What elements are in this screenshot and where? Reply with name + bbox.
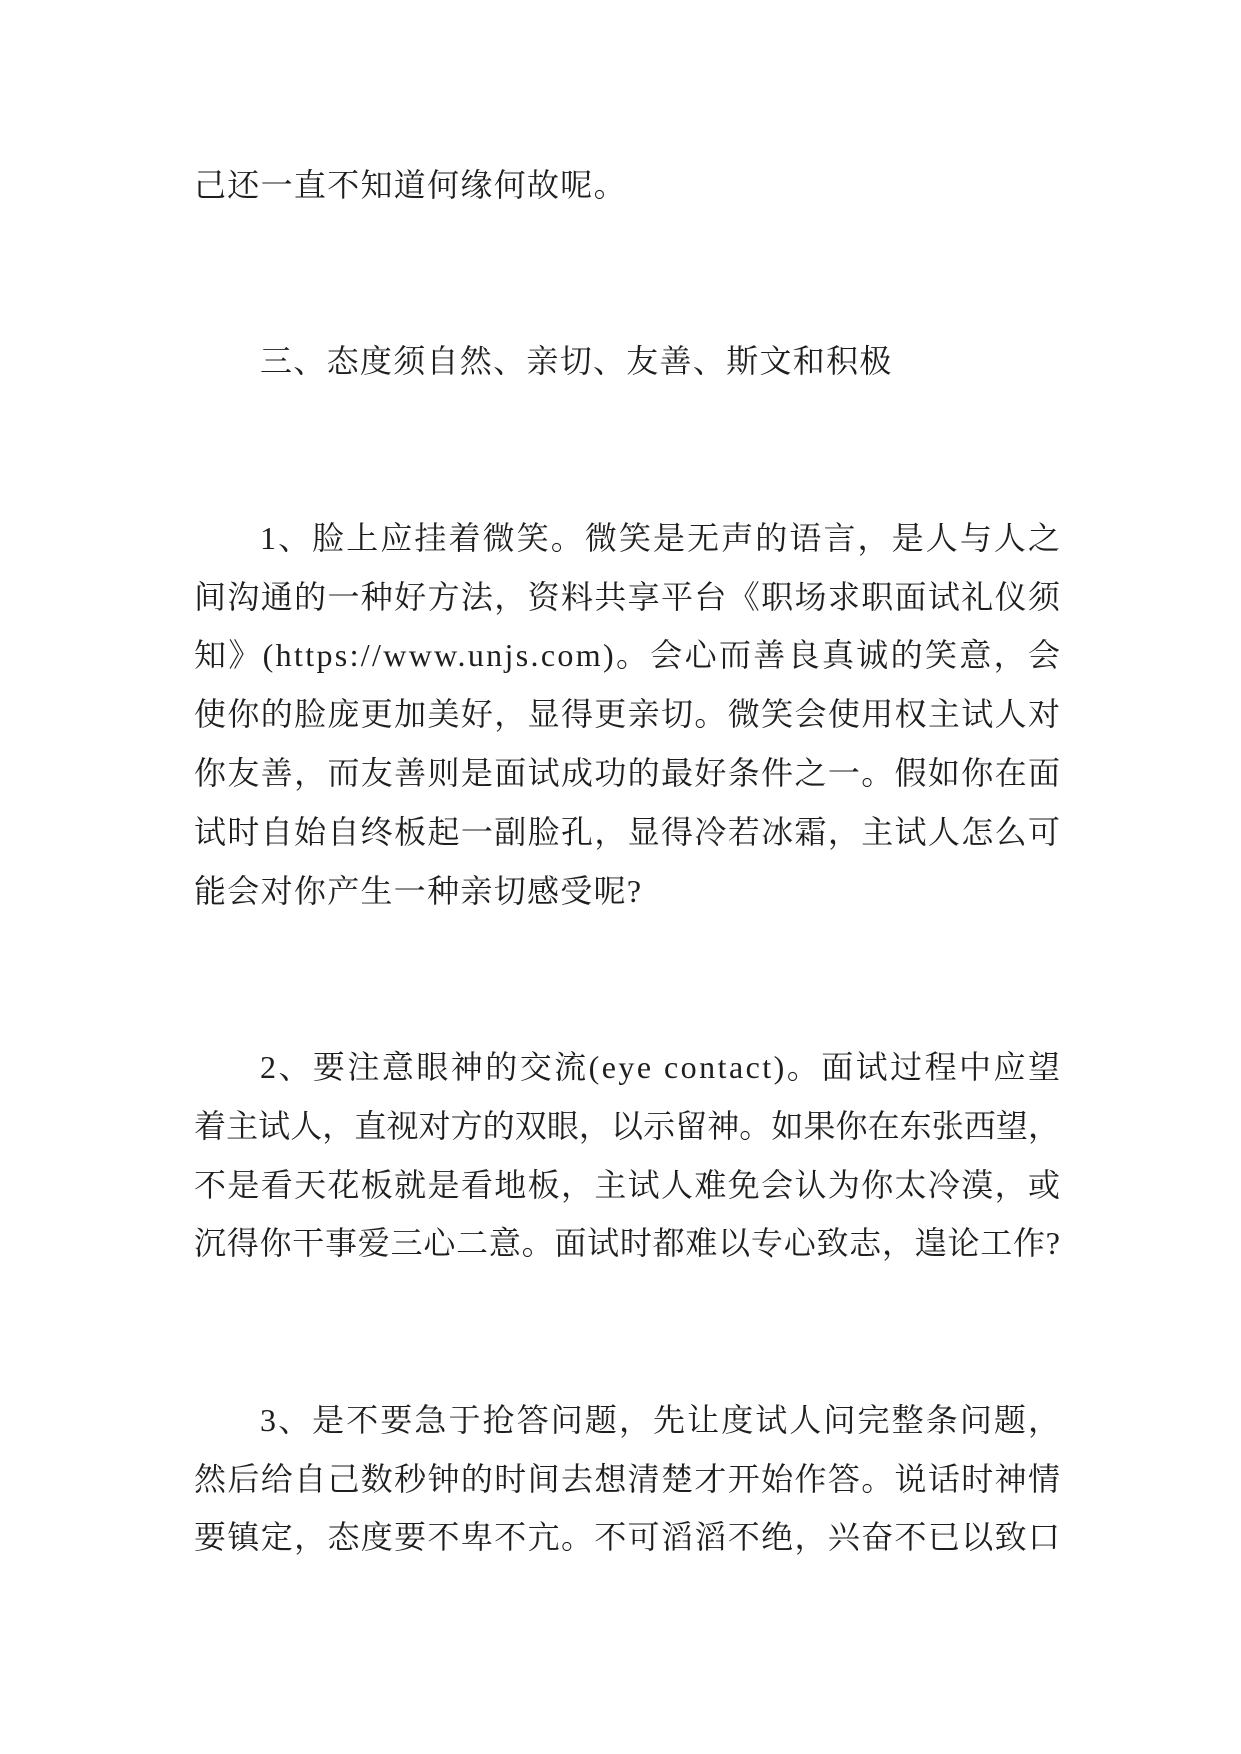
paragraph-line	[194, 862, 1060, 921]
paragraph-line	[194, 568, 1060, 627]
paragraph-line-text: 3、是不要急于抢答问题，先让度试人问完整条问题，	[260, 1401, 1063, 1438]
paragraph-line-text: 1、脸上应挂着微笑。微笑是无声的语言，是人与人之	[260, 519, 1063, 556]
paragraph-line-text: 着主试人，直视对方的双眼，以示留神。如果你在东张西望，	[194, 1107, 1061, 1144]
paragraph-line-text: 知》(https://www.unjs.com)。会心而善良真诚的笑意，会	[194, 637, 1063, 674]
paragraph-1	[194, 509, 1063, 921]
paragraph-line-text: 不是看天花板就是看地板，主试人难免会认为你太冷漠，或	[194, 1166, 1062, 1203]
paragraph-line	[194, 1097, 1060, 1156]
paragraph-line	[194, 744, 1060, 803]
paragraph-line	[194, 803, 1060, 862]
paragraph-line	[194, 1391, 1063, 1450]
section-heading-line	[194, 332, 1060, 391]
continuation-block	[194, 156, 1060, 215]
paragraph-line-text: 能会对你产生一种亲切感受呢?	[194, 872, 643, 909]
paragraph-3	[194, 1391, 1063, 1567]
paragraph-line-text: 使你的脸庞更加美好，显得更亲切。微笑会使用权主试人对	[194, 696, 1062, 733]
paragraph-line-text: 间沟通的一种好方法，资料共享平台《职场求职面试礼仪须	[194, 578, 1062, 615]
continuation-line	[194, 156, 1060, 215]
paragraph-line	[194, 1038, 1063, 1097]
paragraph-line	[194, 685, 1060, 744]
document-body	[194, 156, 1063, 1567]
section-heading	[194, 332, 1060, 391]
paragraph-line	[194, 1156, 1060, 1215]
paragraph-line-text: 然后给自己数秒钟的时间去想清楚才开始作答。说话时神情	[194, 1460, 1062, 1497]
paragraph-line	[194, 1508, 1060, 1567]
paragraph-line	[194, 1214, 1060, 1273]
paragraph-line-text: 你友善，而友善则是面试成功的最好条件之一。假如你在面	[194, 754, 1062, 791]
paragraph-line	[194, 1450, 1060, 1509]
paragraph-line-text: 要镇定，态度要不卑不亢。不可滔滔不绝，兴奋不已以致口	[194, 1519, 1062, 1556]
paragraph-line	[194, 509, 1063, 568]
paragraph-line-text: 沉得你干事爱三心二意。面试时都难以专心致志，遑论工作?	[194, 1225, 1061, 1262]
paragraph-line	[194, 626, 1063, 685]
paragraph-2	[194, 1038, 1063, 1273]
paragraph-line-text: 试时自始自终板起一副脸孔，显得冷若冰霜，主试人怎么可	[194, 813, 1062, 850]
section-heading-text: 三、态度须自然、亲切、友善、斯文和积极	[260, 343, 893, 380]
continuation-line-text: 己还一直不知道何缘何故呢。	[194, 167, 627, 203]
paragraph-line-text: 2、要注意眼神的交流(eye contact)。面试过程中应望	[260, 1048, 1063, 1085]
